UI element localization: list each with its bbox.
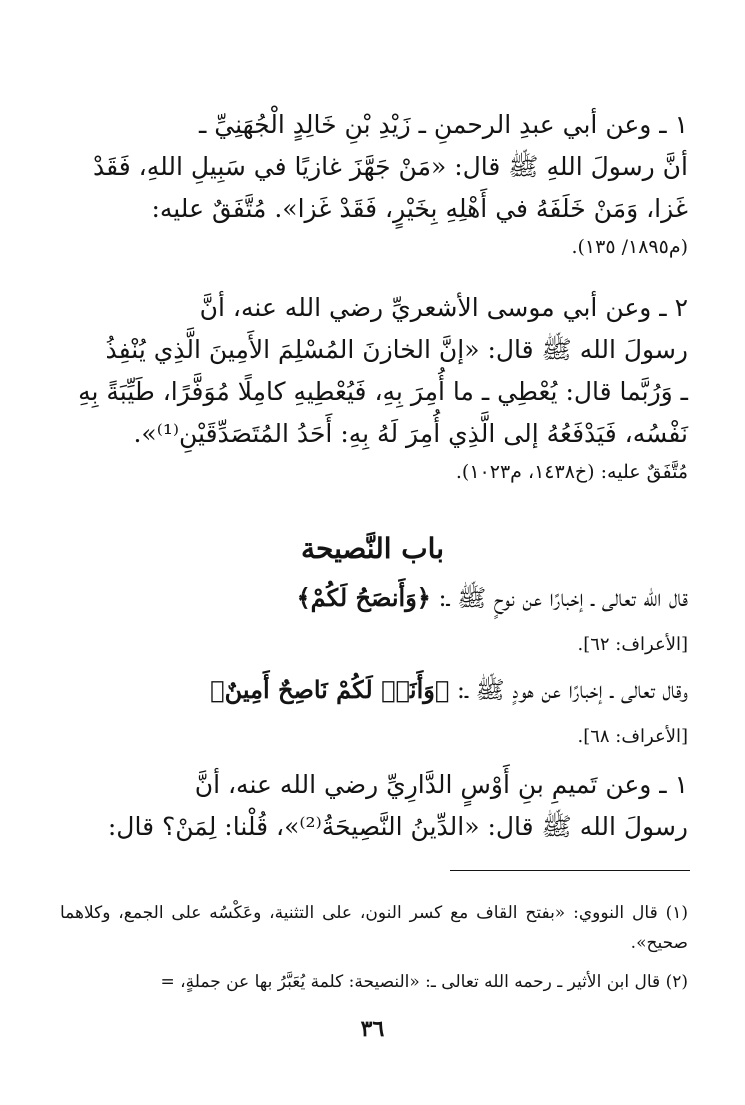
verse-1: [60, 580, 688, 616]
footnote-separator: [450, 870, 690, 871]
verse-1-quote: ﴿وَأَنصَحُ لَكُمْ﴾: [296, 583, 431, 612]
hadith-2: [60, 287, 688, 489]
hadith-1: [60, 104, 688, 264]
verse-2-intro: وقال تعالى ـ إخبارًا عن هودٍ ﷺ ـ:: [449, 676, 688, 704]
verse-2-reference: [الأعراف: ٦٨].: [577, 726, 688, 747]
verse-1-intro: قال الله تعالى ـ إخبارًا عن نوحٍ ﷺ ـ:: [430, 584, 688, 612]
chapter-title: باب النَّصيحة: [300, 532, 444, 565]
hadith-3: [60, 764, 688, 848]
hadith-1-source: (م١٨٩٥/ ١٣٥).: [571, 236, 688, 258]
footnote-2: (٢) قال ابن الأثير ـ رحمه الله تعالى ـ: «النصيحة: كلمة يُعَبَّرُ بها عن جملةٍ، =: [160, 972, 688, 992]
hadith-2-source: مُتَّفَقٌ عليه: (خ١٤٣٨، م١٠٢٣).: [455, 461, 688, 483]
hadith-1-text: ١ ـ وعن أبي عبدِ الرحمنِ ـ زَيْدِ بْنِ خَالِدٍ الْجُهَنِيِّ ـ أنَّ رسولَ اللهِ ﷺ قال: «مَنْ جَهَّزَ غازيًا في سَبِيلِ اللهِ، فَقَدْ غَزا، وَمَنْ خَلَفَهُ في أَهْلِهِ بِخَيْرٍ، فَقَدْ غَزا». مُتَّفَقٌ عليه:: [92, 110, 688, 223]
verse-2-quote: ﴿وَأَنَا۠ لَكُمْ نَاصِحٌ أَمِينٌ﴾: [210, 675, 450, 704]
hadith-2-text: ٢ ـ وعن أبي موسى الأشعريِّ رضي الله عنه، أنَّ رسولَ الله ﷺ قال: «إنَّ الخازنَ المُسْلِمَ الأَمِينَ الَّذِي يُنْفِذُ ـ وَرُبَّما قال: يُعْطِي ـ ما أُمِرَ بِهِ، فَيُعْطِيهِ كامِلًا مُوَفَّرًا، طَيِّبَةً بِهِ نَفْسُه، فَيَدْفَعُهُ إلى الَّذِي أُمِرَ لَهُ بِهِ: أَحَدُ المُتَصَدِّقَيْنِ⁽¹⁾».: [78, 293, 688, 448]
hadith-3-text: ١ ـ وعن تَميمِ بنِ أَوْسٍ الدَّارِيِّ رضي الله عنه، أنَّ رسولَ الله ﷺ قال: «الدِّينُ النَّصِيحَةُ⁽²⁾»، قُلْنا: لِمَنْ؟ قال:: [107, 770, 688, 841]
verse-1-reference: [الأعراف: ٦٢].: [577, 634, 688, 655]
verse-2: [60, 672, 688, 708]
page-number: ٣٦: [360, 1016, 385, 1042]
footnote-1: (١) قال النووي: «بفتح القاف مع كسر النون، على التثنية، وعَكْسُه على الجمع، وكلاهما صحيح».: [60, 903, 688, 953]
